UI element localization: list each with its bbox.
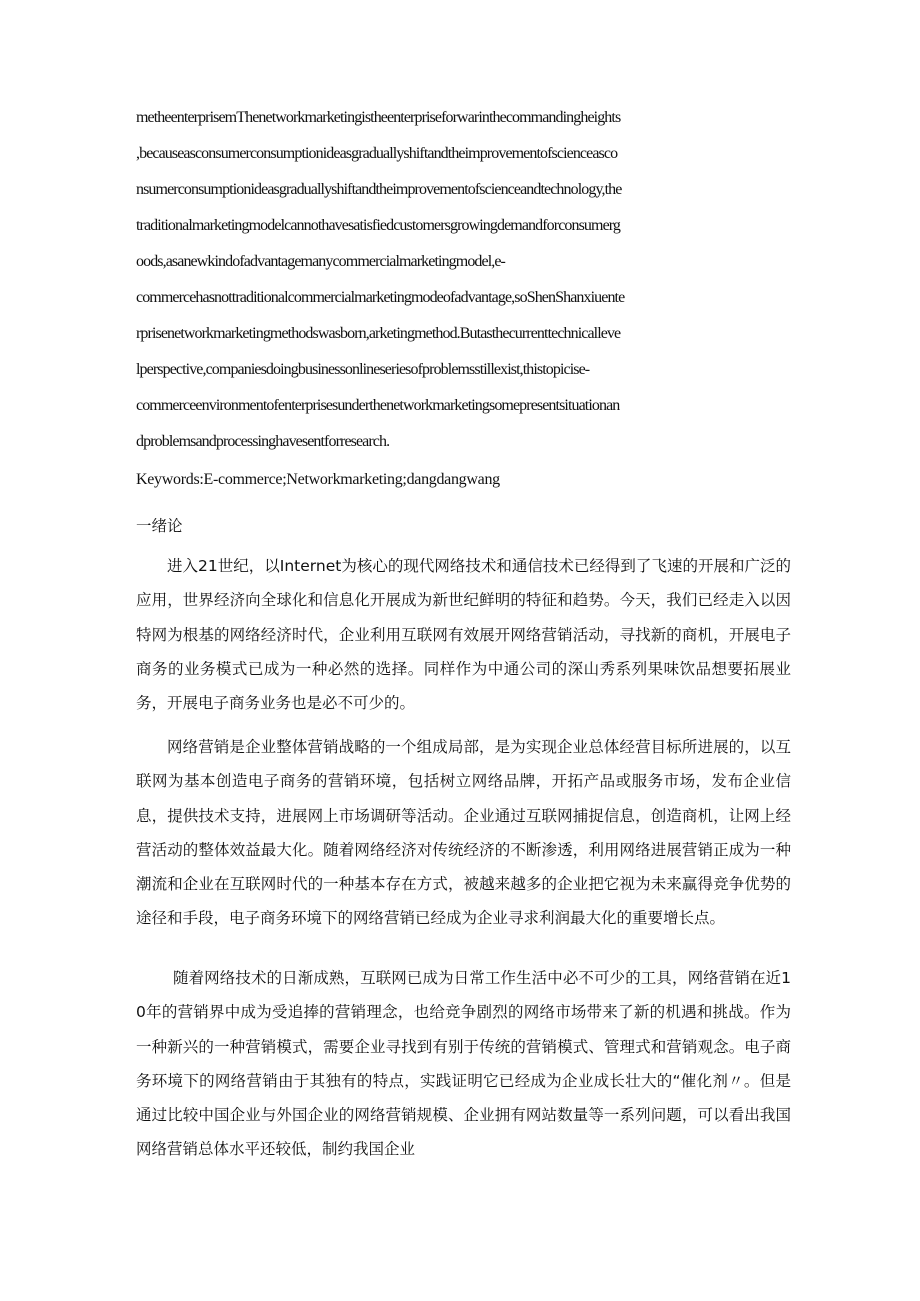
abstract-line: nsumerconsumptionideasgraduallyshiftandtheimprovementofscienceandtechnology,the [136, 181, 622, 198]
keywords-line: Keywords:E-commerce;Networkmarketing;dangdangwang [136, 471, 500, 488]
abstract-line: ,becauseasconsumerconsumptionideasgraduallyshiftandtheimprovementofscienceasco [136, 145, 618, 162]
abstract-line: lperspective,companiesdoingbusinessonlineseriesofproblemsstillexist,thistopicise- [136, 361, 590, 378]
abstract-line: metheenterprisemThenetworkmarketingistheenterpriseforwarinthecommandingheights [136, 109, 621, 126]
abstract-line: dproblemsandprocessinghavesentforresearch. [136, 433, 390, 450]
section-heading: 一绪论 [136, 517, 183, 535]
abstract-line: oods,asanewkindofadvantagemanycommercialmarketingmodel,e- [136, 253, 505, 270]
abstract-line: commerceenvironmentofenterprisesunderthenetworkmarketingsomepresentsituationan [136, 397, 620, 414]
abstract-line: rprisenetworkmarketingmethodswasborn,arketingmethod.Butasthecurrenttechnicalleve [136, 325, 621, 342]
body-paragraph: 网络营销是企业整体营销战略的一个组成局部，是为实现企业总体经营目标所进展的，以互联网为基本创造电子商务的营销环境，包括树立网络品牌，开拓产品或服务市场，发布企业信息，提供技术支持，进展网上市场调研等活动。企业通过互联网捕捉信息，创造商机，让网上经营活动的整体效益最大化。随着网络经济对传统经济的不断渗透，利用网络进展营销正成为一种潮流和企业在互联网时代的一种基本存在方式，被越来越多的企业把它视为未来赢得竞争优势的途径和手段，电子商务环境下的网络营销已经成为企业寻求利润最大化的重要增长点。 [136, 738, 791, 928]
body-paragraph: 进入21世纪，以Internet为核心的现代网络技术和通信技术已经得到了飞速的开展和广泛的应用，世界经济向全球化和信息化开展成为新世纪鲜明的特征和趋势。今天，我们已经走入以因特网为根基的网络经济时代，企业利用互联网有效展开网络营销活动，寻找新的商机，开展电子商务的业务模式已成为一种必然的选择。同样作为中通公司的深山秀系列果味饮品想要拓展业务，开展电子商务业务也是必不可少的。 [136, 557, 791, 713]
abstract-line: traditionalmarketingmodelcannothavesatisfiedcustomersgrowingdemandforconsumerg [136, 217, 621, 234]
abstract-line: commercehasnottraditionalcommercialmarketingmodeofadvantage,soShenShanxiuente [136, 289, 625, 306]
body-paragraph: 随着网络技术的日渐成熟，互联网已成为日常工作生活中必不可少的工具，网络营销在近10年的营销界中成为受追捧的营销理念，也给竞争剧烈的网络市场带来了新的机遇和挑战。作为一种新兴的一种营销模式，需要企业寻找到有别于传统的营销模式、管理式和营销观念。电子商务环境下的网络营销由于其独有的特点，实践证明它已经成为企业成长壮大的“催化剂〃。但是通过比较中国企业与外国企业的网络营销规模、企业拥有网站数量等一系列问题，可以看出我国网络营销总体水平还较低，制约我国企业 [136, 969, 791, 1159]
